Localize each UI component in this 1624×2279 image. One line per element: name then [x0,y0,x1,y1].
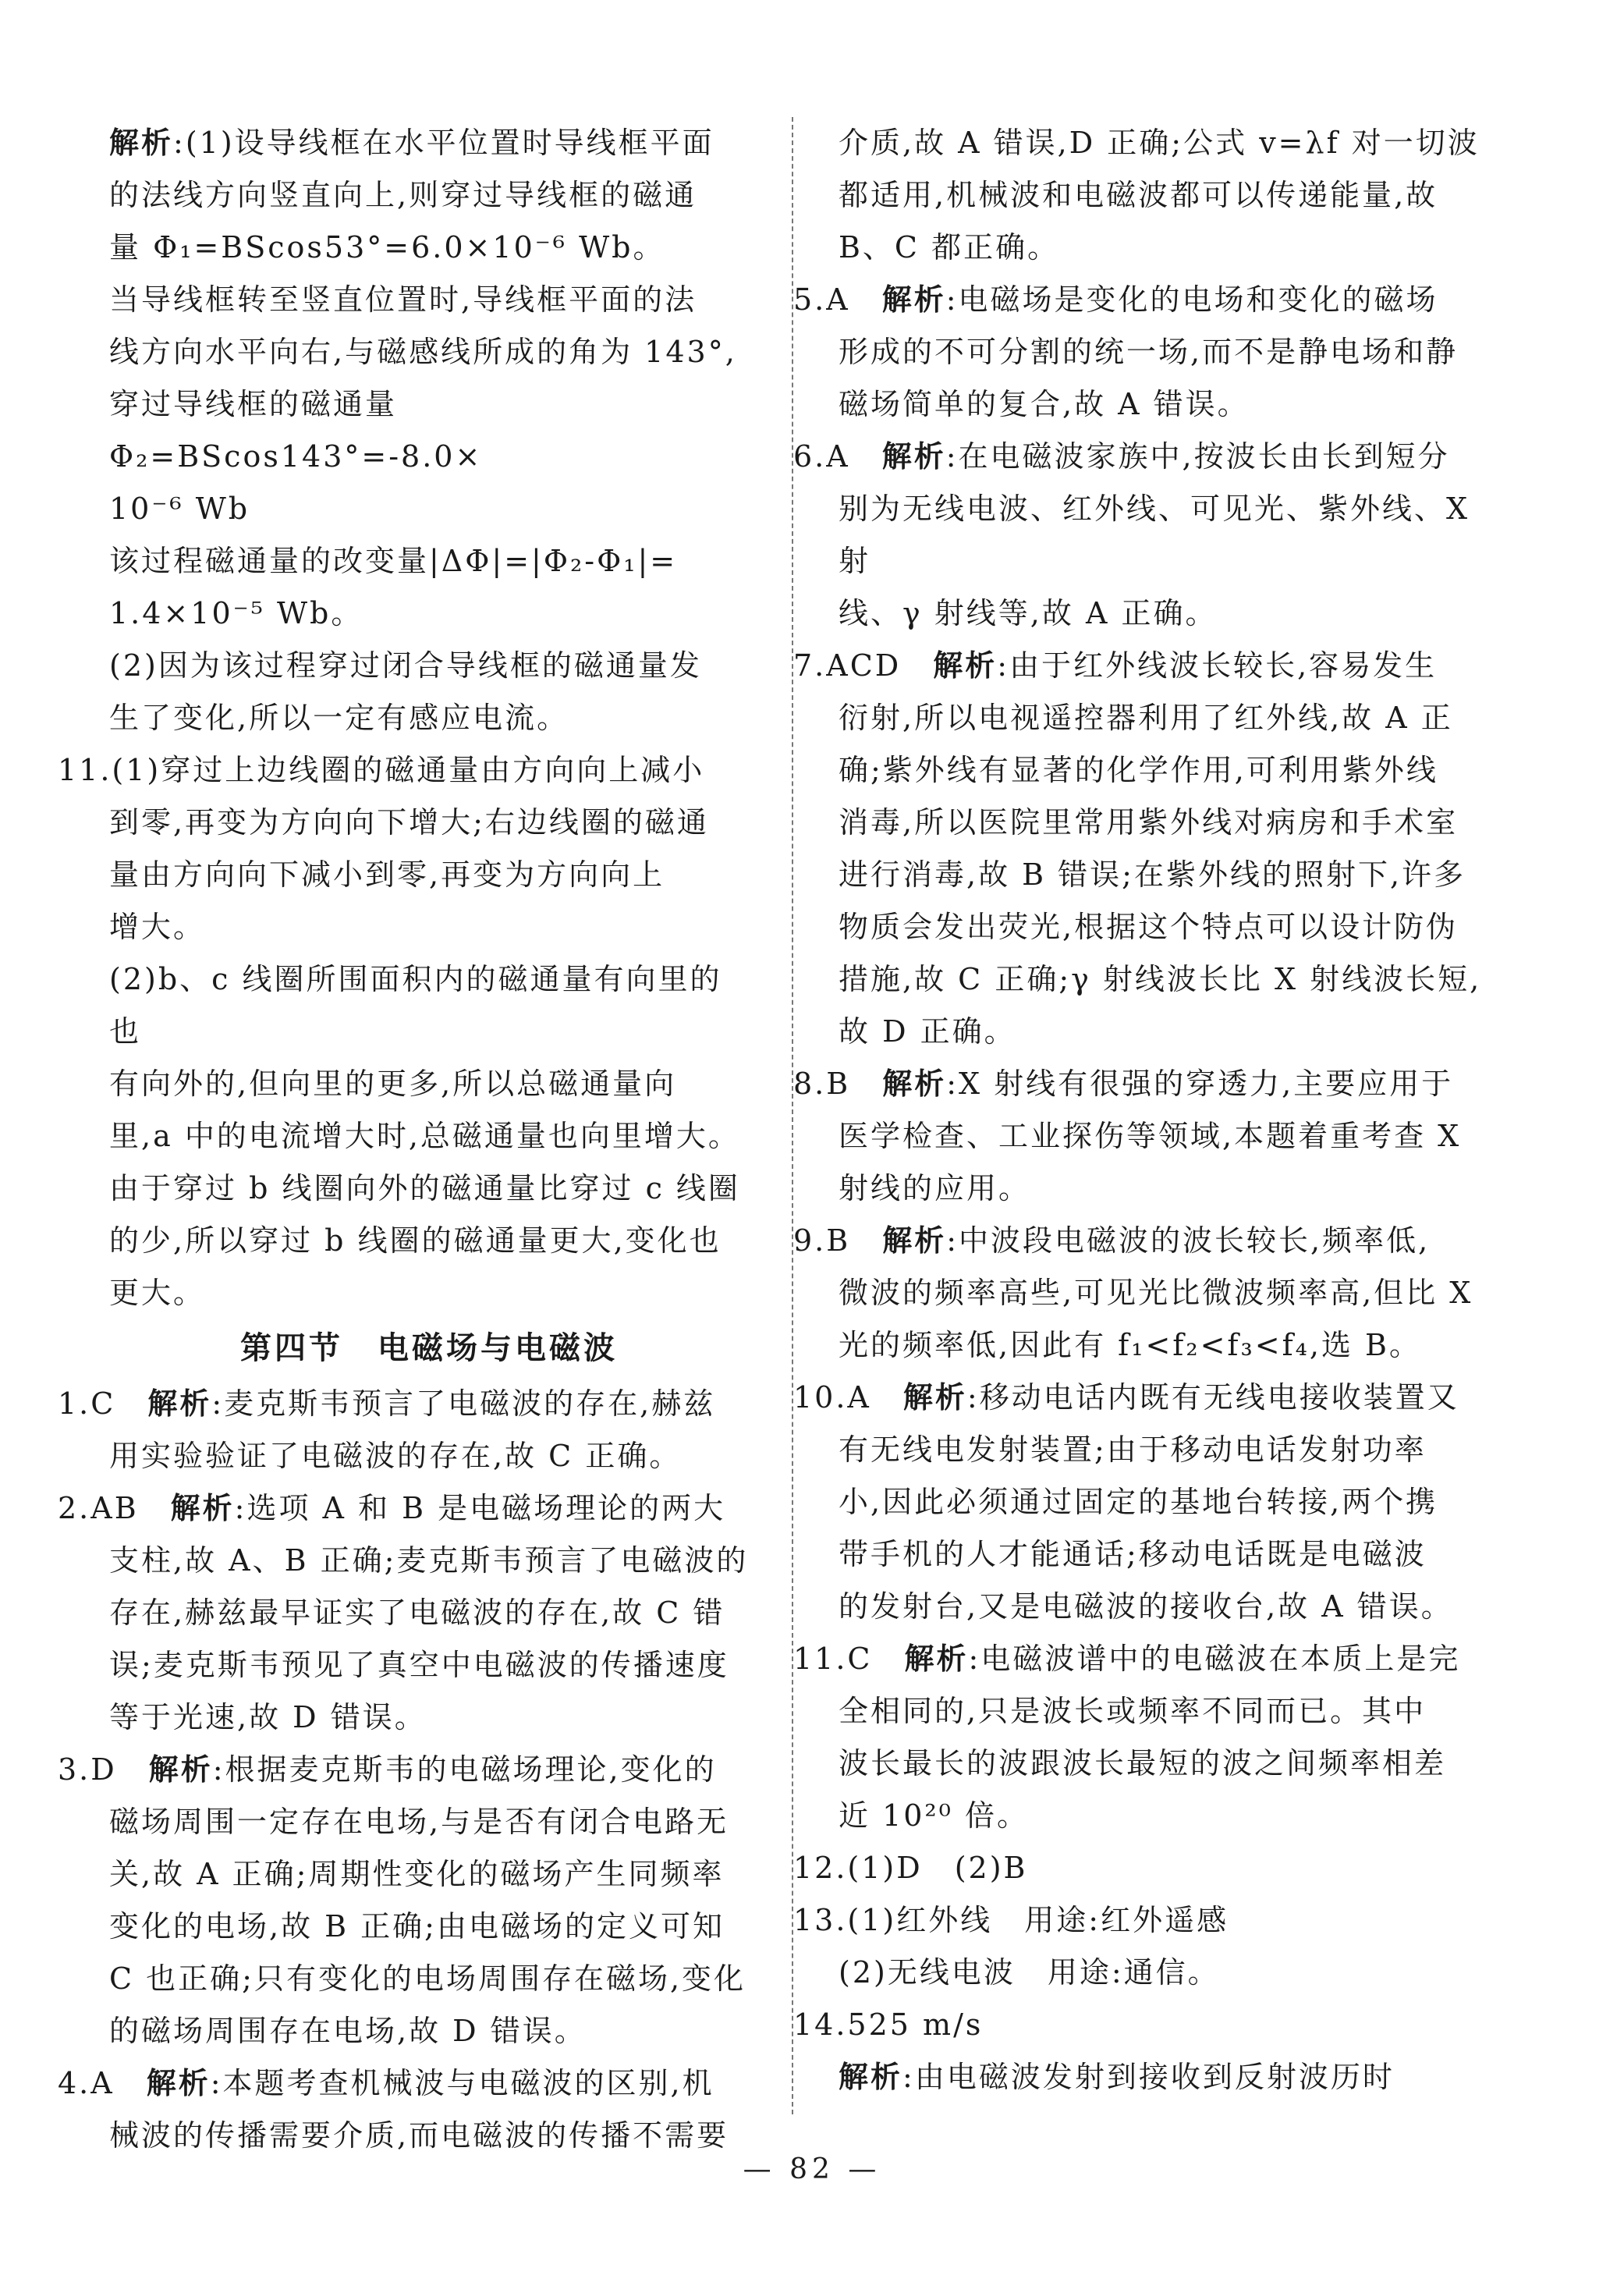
text-line: :在电磁波家族中,按波长由长到短分 [945,439,1450,474]
solution-10-part4 [109,640,749,744]
text-line: 关,故 A 正确;周期性变化的磁场产生同频率 [109,1857,725,1891]
solution-label: 解析 [882,1067,947,1101]
text-line: 物质会发出荧光,根据这个特点可以设计防伪 [839,910,1459,944]
text-line: 用实验验证了电磁波的存在,故 C 正确。 [109,1439,682,1473]
text-line: 等于光速,故 D 错误。 [109,1700,427,1734]
answer-5 [793,274,1494,431]
text-line: 更大。 [109,1276,206,1310]
text-line: 带手机的人才能通话;移动电话既是电磁波 [839,1537,1427,1571]
text-line: 全相同的,只是波长或频率不同而已。其中 [839,1694,1427,1728]
text-line: :X 射线有很强的穿透力,主要应用于 [946,1067,1454,1101]
answer-7 [793,640,1494,1058]
text-line: 14.525 m/s [793,2007,984,2042]
page-number: — 82 — [743,2153,881,2185]
answer-11-right [793,1633,1494,1842]
answer-key: 6.A [793,439,882,474]
text-line: 有无线电发射装置;由于移动电话发射功率 [839,1432,1427,1467]
text-line: 别为无线电波、红外线、可见光、紫外线、X 射 [839,492,1470,578]
text-line: 射线的应用。 [839,1171,1031,1205]
answer-3 [58,1744,749,2057]
text-line: C 也正确;只有变化的电场周围存在磁场,变化 [109,1961,746,1996]
text-line: 由于穿过 b 线圈向外的磁通量比穿过 c 线圈 [109,1171,740,1205]
answer-key: 10.A [793,1380,903,1415]
text-line: 小,因此必须通过固定的基地台转接,两个携 [839,1485,1438,1519]
text-line: 介质,故 A 错误,D 正确;公式 v=λf 对一切波 [839,126,1480,160]
text-line: 支柱,故 A、B 正确;麦克斯韦预言了电磁波的 [109,1543,749,1578]
text-line: 械波的传播需要介质,而电磁波的传播不需要 [109,2118,729,2153]
text-line: 进行消毒,故 B 错误;在紫外线的照射下,许多 [839,857,1466,892]
answer-key: 5.A [793,282,882,317]
text-line: 量 Φ₁=BScos53°=6.0×10⁻⁶ Wb。 [109,230,665,264]
text-line: 生了变化,所以一定有感应电流。 [109,701,569,735]
answer-4-continued [839,117,1494,274]
text-line: 增大。 [109,910,206,944]
text-line: :移动电话内既有无线电接收装置又 [966,1380,1459,1415]
solution-label: 解析 [148,1752,213,1787]
text-line: 形成的不可分割的统一场,而不是静电场和静 [839,335,1459,369]
solution-label: 解析 [839,2060,903,2094]
answer-4 [58,2057,749,2162]
text-line: 线、γ 射线等,故 A 正确。 [839,596,1218,630]
answer-key: 11.C [793,1642,905,1676]
answer-8 [793,1058,1494,1215]
text-line: 12.(1)D (2)B [793,1851,1028,1885]
text-line: 的法线方向竖直向上,则穿过导线框的磁通 [109,178,697,212]
text-line: 线方向水平向右,与磁感线所成的角为 143°, [109,335,737,369]
solution-label: 解析 [147,1386,212,1421]
text-line: 误;麦克斯韦预见了真空中电磁波的传播速度 [109,1648,729,1682]
text-line: 衍射,所以电视遥控器利用了红外线,故 A 正 [839,701,1453,735]
answer-6 [793,431,1494,640]
solution-label: 解析 [170,1491,235,1525]
solution-label: 解析 [881,439,946,474]
text-line: 近 10²⁰ 倍。 [839,1798,1029,1833]
text-line: :本题考查机械波与电磁波的区别,机 [210,2066,714,2100]
solution-label: 解析 [904,1642,969,1676]
text-line: 10⁻⁶ Wb [109,492,250,526]
section-title: 第四节 电磁场与电磁波 [240,1330,618,1366]
answer-key: 7.ACD [793,648,934,683]
text-line: (2)因为该过程穿过闭合导线框的磁通量发 [109,648,702,683]
text-line: 量由方向向下减小到零,再变为方向向上 [109,857,665,892]
text-line: 的发射台,又是电磁波的接收台,故 A 错误。 [839,1589,1453,1624]
answer-key: 4.A [58,2066,147,2100]
text-line: 该过程磁通量的改变量|ΔΦ|=|Φ₂-Φ₁|= [109,544,678,578]
text-line: :麦克斯韦预言了电磁波的存在,赫兹 [211,1386,716,1421]
solution-label: 解析 [933,648,998,683]
answer-10 [793,1372,1494,1633]
text-line: 波长最长的波跟波长最短的波之间频率相差 [839,1746,1447,1780]
text-line: 磁场周围一定存在电场,与是否有闭合电路无 [109,1805,729,1839]
text-line: 有向外的,但向里的更多,所以总磁通量向 [109,1067,677,1101]
text-line: 的少,所以穿过 b 线圈的磁通量更大,变化也 [109,1223,722,1258]
text-line: 到零,再变为方向向下增大;右边线圈的磁通 [109,805,709,840]
text-line: 11.(1)穿过上边线圈的磁通量由方向向上减小 [58,753,705,787]
solution-label: 解析 [882,1223,947,1258]
text-line: 13.(1)红外线 用途:红外遥感 [793,1903,1229,1937]
answer-2 [58,1482,749,1744]
answer-12 [793,1842,1494,1894]
text-line: 光的频率低,因此有 f₁<f₂<f₃<f₄,选 B。 [839,1328,1421,1362]
answer-11 [58,744,749,953]
left-column [58,117,749,2162]
answer-14 [793,1999,1494,2103]
text-line: 消毒,所以医院里常用紫外线对病房和手术室 [839,805,1459,840]
right-column [793,117,1494,2103]
answer-key: 8.B [793,1067,883,1101]
text-line: (2)无线电波 用途:通信。 [839,1955,1220,1990]
text-line: 措施,故 C 正确;γ 射线波长比 X 射线波长短, [839,962,1482,996]
text-line: :选项 A 和 B 是电磁场理论的两大 [234,1491,726,1525]
text-line: :电磁波谱中的电磁波在本质上是完 [968,1642,1461,1676]
text-line: :(1)设导线框在水平位置时导线框平面 [173,126,714,160]
text-line: :由于红外线波长较长,容易发生 [997,648,1438,683]
answer-key: 1.C [58,1386,148,1421]
answer-11-part2 [109,953,749,1319]
text-line: 存在,赫兹最早证实了电磁波的存在,故 C 错 [109,1596,725,1630]
answer-1 [58,1378,749,1482]
solution-label: 解析 [146,2066,211,2100]
text-line: B、C 都正确。 [839,230,1060,264]
text-line: 穿过导线框的磁通量 Φ₂=BScos143°=-8.0× [109,387,483,474]
text-line: (2)b、c 线圈所围面积内的磁通量有向里的也 [109,962,722,1049]
solution-10-part2 [109,274,749,535]
text-line: 都适用,机械波和电磁波都可以传递能量,故 [839,178,1438,212]
answer-13 [793,1894,1494,1999]
solution-label: 解析 [902,1380,967,1415]
text-line: 的磁场周围存在电场,故 D 错误。 [109,2014,587,2048]
answer-9 [793,1215,1494,1372]
answer-key: 9.B [793,1223,883,1258]
text-line: 当导线框转至竖直位置时,导线框平面的法 [109,282,697,317]
text-line: :根据麦克斯韦的电磁场理论,变化的 [212,1752,717,1787]
text-line: 磁场简单的复合,故 A 错误。 [839,387,1250,421]
text-line: 变化的电场,故 B 正确;由电磁场的定义可知 [109,1909,725,1944]
solution-label: 解析 [881,282,946,317]
text-line: 医学检查、工业探伤等领域,本题着重考查 X [839,1119,1462,1153]
solution-10-part3 [109,535,749,640]
text-line: 1.4×10⁻⁵ Wb。 [109,596,363,630]
text-line: 微波的频率高些,可见光比微波频率高,但比 X [839,1276,1473,1310]
answer-key: 3.D [58,1752,149,1787]
answer-key: 2.AB [58,1491,171,1525]
text-line: :中波段电磁波的波长较长,频率低, [946,1223,1431,1258]
text-line: :电磁场是变化的电场和变化的磁场 [945,282,1438,317]
text-line: 确;紫外线有显著的化学作用,可利用紫外线 [839,753,1438,787]
text-line: 里,a 中的电流增大时,总磁通量也向里增大。 [109,1119,740,1153]
text-line: :由电磁波发射到接收到反射波历时 [902,2060,1395,2094]
solution-label: 解析 [109,126,174,160]
text-line: 故 D 正确。 [839,1014,1016,1049]
solution-10-part1 [109,117,749,274]
